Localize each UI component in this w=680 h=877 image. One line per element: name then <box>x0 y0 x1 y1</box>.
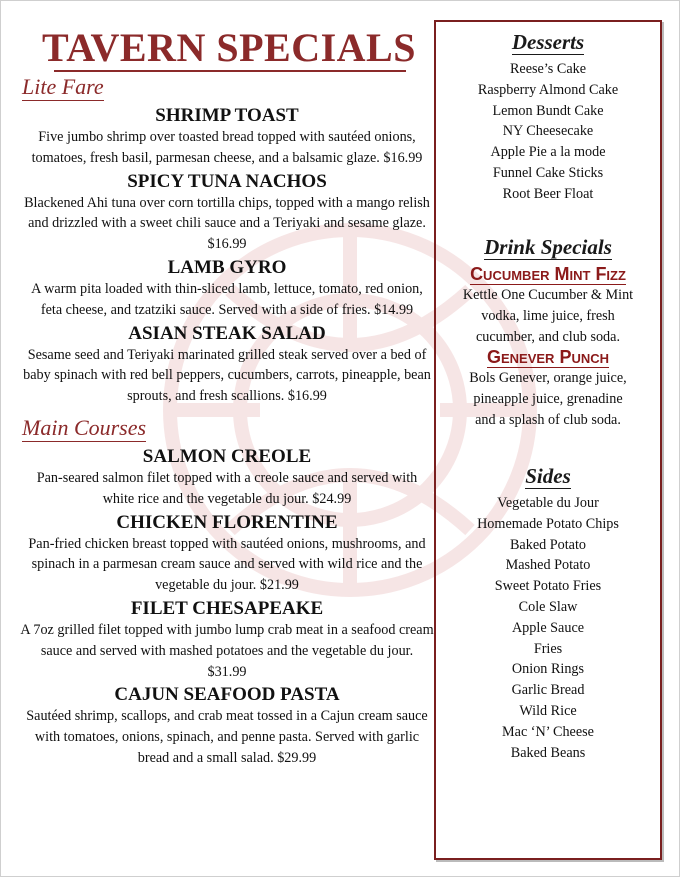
menu-title: TAVERN SPECIALS <box>42 25 416 70</box>
item-name: LAMB GYRO <box>167 256 287 278</box>
side-item: Baked Beans <box>510 744 586 761</box>
menu-item <box>18 171 436 255</box>
dessert-item: Reese’s Cake <box>509 61 587 77</box>
drink-description-line: pineapple juice, grenadine <box>473 391 623 408</box>
menu-item <box>18 323 436 407</box>
sides-section <box>436 464 660 763</box>
side-item: Fries <box>533 640 563 657</box>
item-description: Pan-seared salmon filet topped with a creole sauce and served with white rice and the vegetable du jour. $24.99 <box>36 469 418 507</box>
drink-description-line: Kettle One Cucumber & Mint <box>462 287 634 303</box>
drink-description-line: cucumber, and club soda. <box>475 328 620 345</box>
side-item: Vegetable du Jour <box>497 495 599 511</box>
drink-name: Genever Punch <box>486 347 610 368</box>
side-item: Cole Slaw <box>518 598 578 615</box>
item-name: CHICKEN FLORENTINE <box>116 511 338 533</box>
item-description: Pan-fried chicken breast topped with sautéed onions, mushrooms, and spinach in a parmesan cream sauce and served with wild rice and the vegetable du jour. $21.99 <box>28 535 426 594</box>
item-description: A warm pita loaded with thin-sliced lamb, lettuce, tomato, red onion, feta cheese, and tzatziki sauce. Served with a side of fries. $14.99 <box>31 280 423 318</box>
side-item: Onion Rings <box>511 661 585 678</box>
dessert-item: NY Cheesecake <box>502 123 594 140</box>
desserts-heading: Desserts <box>511 30 585 54</box>
item-name: SHRIMP TOAST <box>155 105 299 126</box>
item-description: Five jumbo shrimp over toasted bread topped with sautéed onions, tomatoes, fresh basil, parmesan cheese, and a balsamic glaze. $16.99 <box>31 129 423 166</box>
menu-item <box>18 446 436 510</box>
side-item: Garlic Bread <box>511 682 585 699</box>
lite-fare-heading: Lite Fare <box>22 74 104 99</box>
drink-item <box>436 264 660 347</box>
side-item: Homemade Potato Chips <box>477 515 619 532</box>
dessert-item: Root Beer Float <box>502 185 594 202</box>
title-underline <box>54 70 406 72</box>
desserts-section <box>436 30 660 205</box>
side-item: Mac ‘N’ Cheese <box>502 723 594 740</box>
dessert-item: Raspberry Almond Cake <box>477 81 619 98</box>
right-sidebar-box <box>434 20 662 860</box>
drink-description-line: vodka, lime juice, fresh <box>481 307 615 324</box>
item-name: SALMON CREOLE <box>142 445 312 467</box>
menu-item <box>18 684 436 768</box>
menu-item <box>18 257 436 321</box>
drink-item <box>436 347 660 430</box>
lite-fare-list <box>18 105 436 407</box>
item-name: FILET CHESAPEAKE <box>130 597 324 619</box>
item-description: Sautéed shrimp, scallops, and crab meat tossed in a Cajun cream sauce with tomatoes, onions, spinach, and penne pasta. Served with garlic bread and a small salad. $29.99 <box>26 708 428 766</box>
side-item: Baked Potato <box>509 536 587 553</box>
item-name: CAJUN SEAFOOD PASTA <box>114 684 340 706</box>
dessert-item: Lemon Bundt Cake <box>492 102 604 119</box>
item-name: SPICY TUNA NACHOS <box>127 170 327 192</box>
side-item: Mashed Potato <box>505 557 591 574</box>
left-column <box>18 26 436 769</box>
menu-item <box>18 512 436 596</box>
drink-description-line: Bols Genever, orange juice, <box>469 370 627 387</box>
item-description: Blackened Ahi tuna over corn tortilla chips, topped with a mango relish and drizzled with a sweet chili sauce and a Teriyaki and sesame glaze. $16.99 <box>24 194 430 253</box>
dessert-item: Funnel Cake Sticks <box>492 164 604 181</box>
drinks-section <box>436 235 660 431</box>
main-courses-heading: Main Courses <box>22 414 147 440</box>
drink-name: Cucumber Mint Fizz <box>470 264 626 284</box>
item-description: Sesame seed and Teriyaki marinated grilled steak served over a bed of baby spinach with red bell peppers, cucumbers, carrots, pineapple, bean sprouts, and fresh scallions. $16.99 <box>23 346 431 405</box>
side-item: Wild Rice <box>519 702 577 719</box>
side-item: Sweet Potato Fries <box>494 578 602 595</box>
sides-heading: Sides <box>525 464 571 488</box>
item-description: A 7oz grilled filet topped with jumbo lump crab meat in a seafood cream sauce and served with mashed potatoes and the vegetable du jour. $31.99 <box>20 621 434 680</box>
item-name: ASIAN STEAK SALAD <box>128 322 326 344</box>
menu-item <box>18 105 436 169</box>
menu-item <box>18 598 436 682</box>
dessert-item: Apple Pie a la mode <box>490 144 606 161</box>
side-item: Apple Sauce <box>511 619 585 636</box>
drink-description-line: and a splash of club soda. <box>475 411 621 428</box>
main-courses-list <box>18 446 436 769</box>
drinks-heading: Drink Specials <box>484 235 612 259</box>
